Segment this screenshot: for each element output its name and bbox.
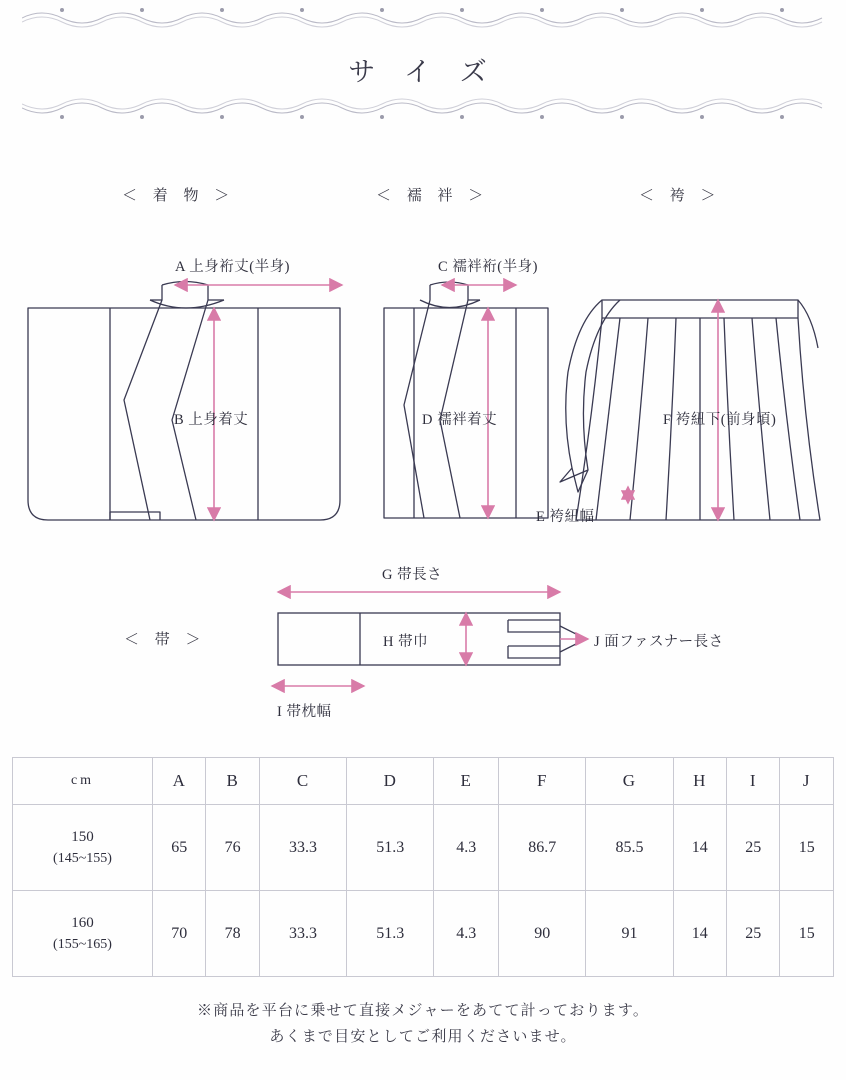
table-header-D: D (347, 758, 434, 805)
measure-label-I: I 帯枕幅 (277, 704, 332, 720)
cell-150-C: 33.3 (259, 805, 346, 891)
footnote (0, 998, 846, 1051)
table-row (13, 891, 834, 977)
row-label-150 (13, 805, 153, 891)
cell-150-F: 86.7 (499, 805, 586, 891)
section-header-obi: ＜ 帯 ＞ (124, 632, 207, 648)
cell-150-B: 76 (206, 805, 259, 891)
size-table-head (13, 758, 834, 805)
row-size-150: 150 (71, 828, 94, 845)
measure-label-C: C 襦袢裄(半身) (438, 259, 538, 275)
cell-160-G: 91 (586, 891, 673, 977)
cell-150-J: 15 (780, 805, 834, 891)
footnote-line-2: あくまで目安としてご利用くださいませ。 (269, 1029, 577, 1046)
cell-160-C: 33.3 (259, 891, 346, 977)
row-range-160: (155~165) (53, 937, 112, 953)
table-header-H: H (673, 758, 726, 805)
section-header-kimono: ＜ 着 物 ＞ (122, 188, 236, 204)
table-header-I: I (727, 758, 780, 805)
table-header-row (13, 758, 834, 805)
cell-150-I: 25 (727, 805, 780, 891)
cell-160-H: 14 (673, 891, 726, 977)
cell-150-H: 14 (673, 805, 726, 891)
section-header-hakama: ＜ 袴 ＞ (639, 188, 722, 204)
footnote-line-1: ※商品を平台に乗せて直接メジャーをあてて計っております。 (196, 1003, 650, 1019)
cell-160-B: 78 (206, 891, 259, 977)
measure-label-A: A 上身裄丈(半身) (175, 259, 290, 275)
size-table-body (13, 805, 834, 977)
cell-160-J: 15 (780, 891, 834, 977)
cell-150-D: 51.3 (347, 805, 434, 891)
table-header-C: C (259, 758, 346, 805)
cell-160-A: 70 (153, 891, 206, 977)
table-header-E: E (434, 758, 499, 805)
cell-160-F: 90 (499, 891, 586, 977)
cell-150-A: 65 (153, 805, 206, 891)
table-header-J: J (780, 758, 834, 805)
row-range-150: (145~155) (53, 851, 112, 867)
measure-label-J: J 面ファスナー長さ (594, 634, 724, 650)
cell-150-E: 4.3 (434, 805, 499, 891)
table-header-A: A (153, 758, 206, 805)
cell-160-I: 25 (727, 891, 780, 977)
section-header-juban: ＜ 襦 袢 ＞ (376, 188, 490, 204)
page-title: サ イ ズ (348, 57, 498, 87)
table-row (13, 805, 834, 891)
table-header-F: F (499, 758, 586, 805)
measure-label-G: G 帯長さ (382, 567, 443, 583)
cell-160-D: 51.3 (347, 891, 434, 977)
measure-label-E: E 袴紐幅 (536, 509, 595, 525)
table-header-unit: cm (13, 758, 153, 805)
row-label-160 (13, 891, 153, 977)
measure-label-D: D 襦袢着丈 (422, 412, 498, 428)
cell-150-G: 85.5 (586, 805, 673, 891)
table-header-G: G (586, 758, 673, 805)
row-size-160: 160 (71, 914, 94, 931)
size-table (12, 757, 834, 977)
measure-label-F: F 袴紐下(前身頃) (663, 412, 777, 428)
measure-label-H: H 帯巾 (383, 634, 429, 650)
measure-label-B: B 上身着丈 (174, 412, 249, 428)
cell-160-E: 4.3 (434, 891, 499, 977)
table-header-B: B (206, 758, 259, 805)
